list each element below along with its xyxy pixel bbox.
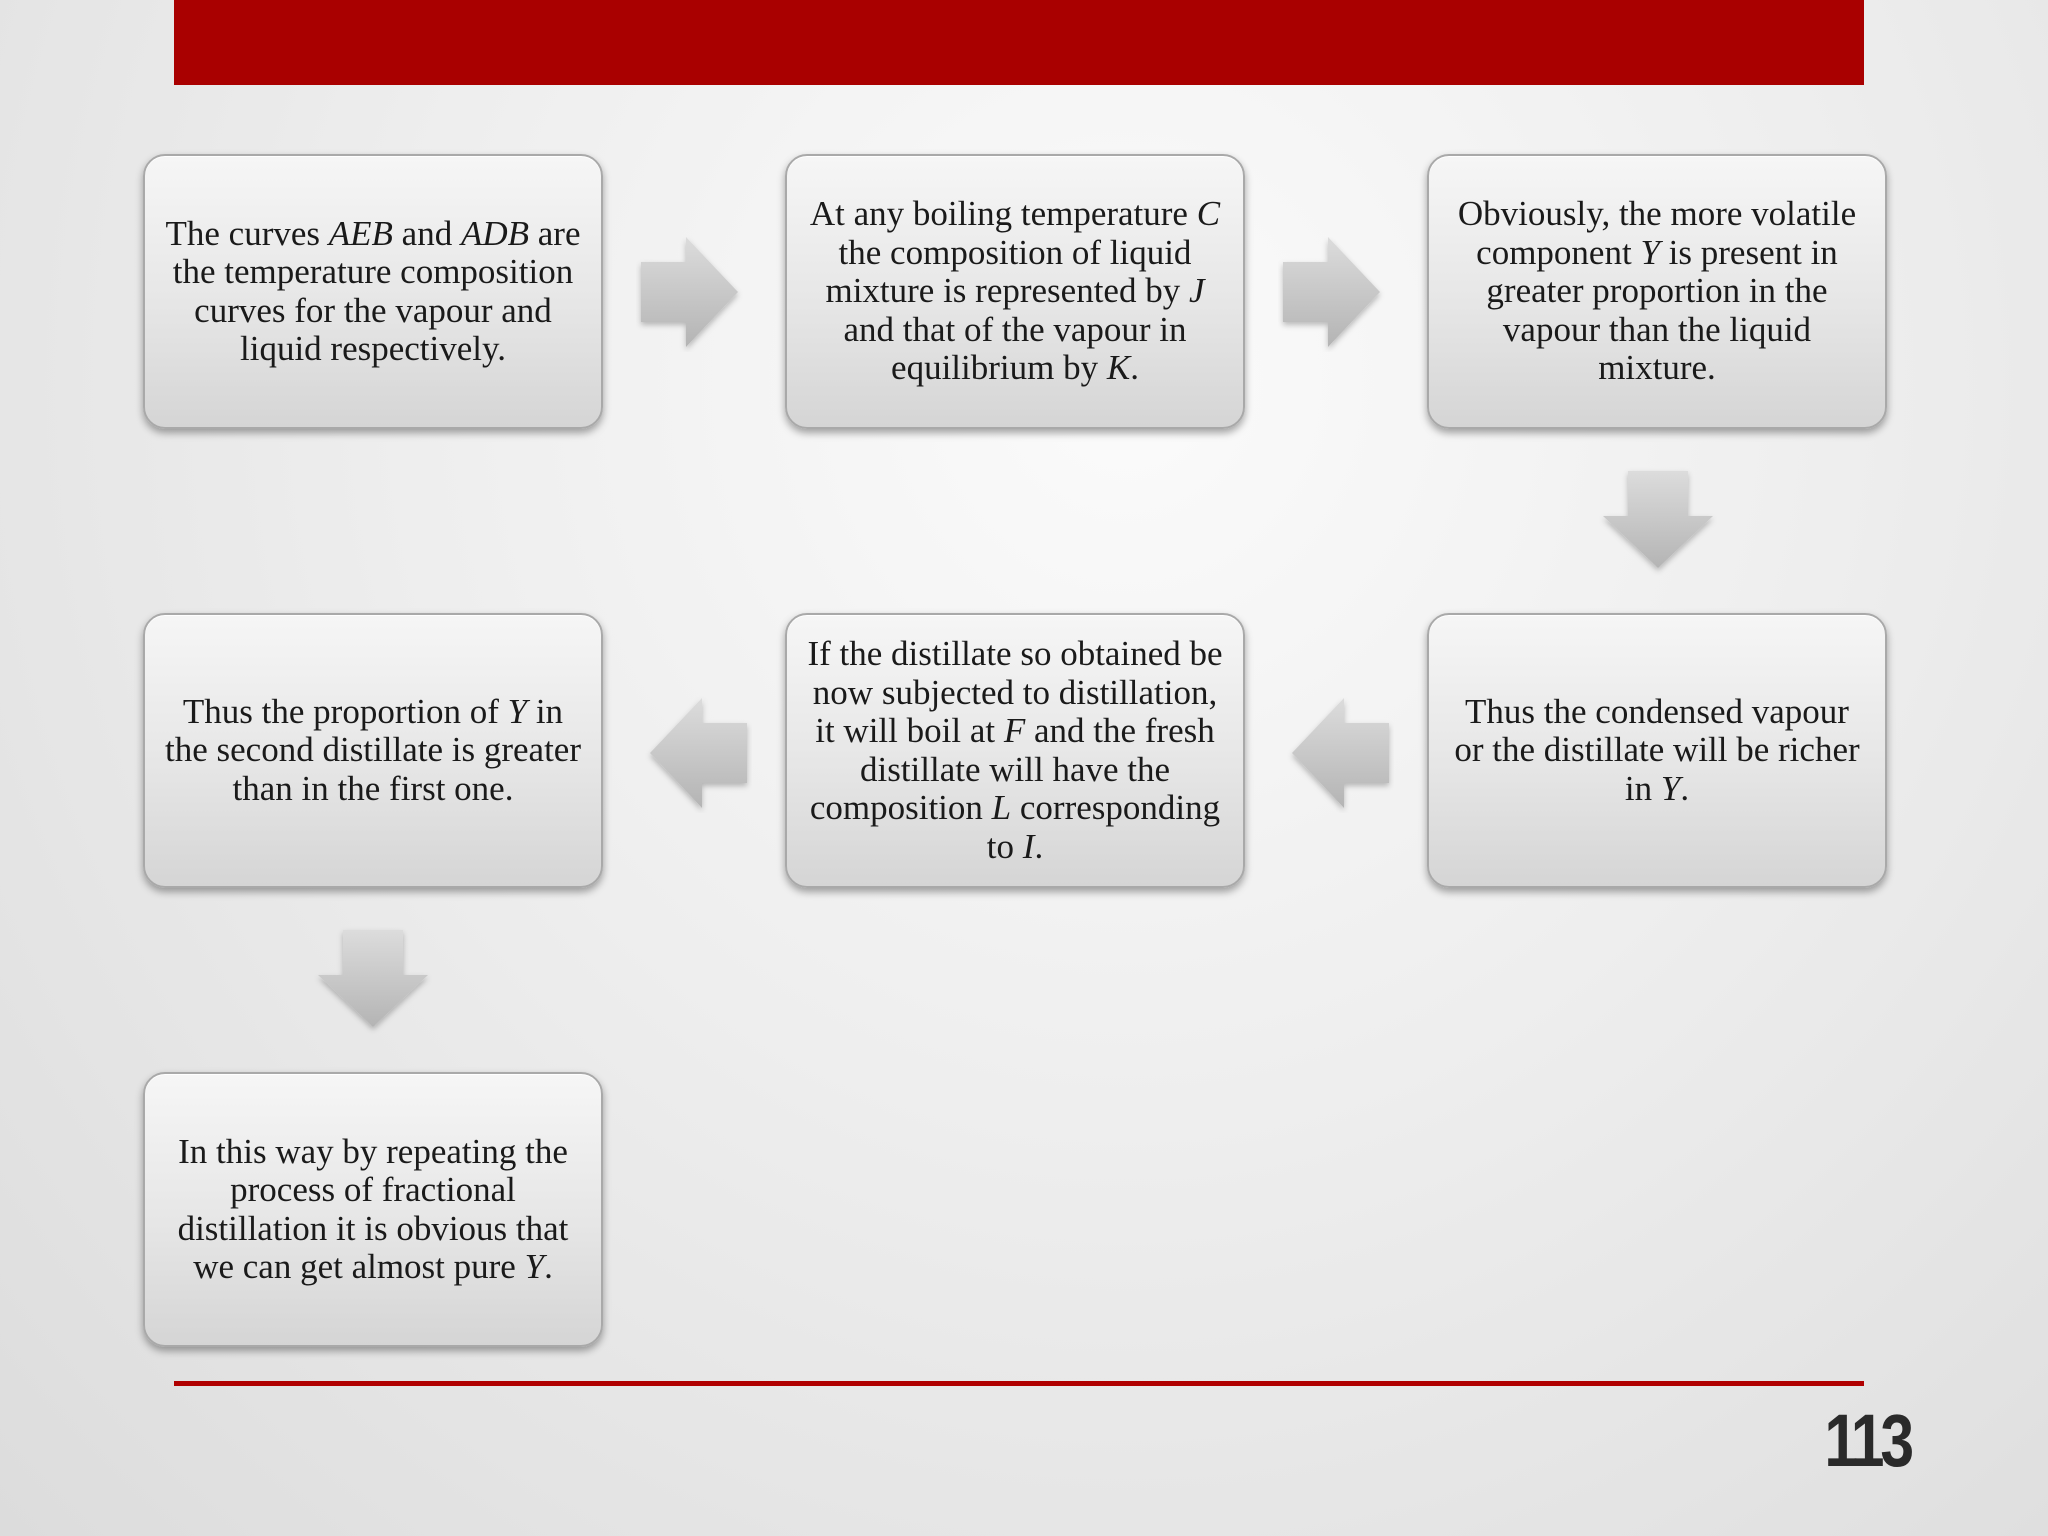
step-text-4: Thus the condensed vapour or the distillate will be richer in Y. [1454, 691, 1860, 808]
step-box-2 [785, 154, 1245, 429]
page-number: 113 [1824, 1399, 1910, 1482]
arrow-right-icon [1278, 232, 1388, 352]
title-bar [174, 0, 1864, 85]
arrow-down-icon [313, 925, 433, 1035]
arrow-left-icon [1284, 693, 1394, 813]
step-text-6: Thus the proportion of Y in the second distillate is greater than in the first one. [165, 691, 581, 808]
step-box-6 [143, 613, 603, 888]
step-box-3 [1427, 154, 1887, 429]
arrow-left-icon [642, 693, 752, 813]
step-text-1: The curves AEB and ADB are the temperature composition curves for the vapour and liquid respectively. [165, 213, 581, 368]
step-text-2: At any boiling temperature C the composition of liquid mixture is represented by J and that of the vapour in equilibrium by K. [809, 194, 1221, 388]
step-box-5 [785, 613, 1245, 888]
arrow-right-icon [636, 232, 746, 352]
step-box-1 [143, 154, 603, 429]
step-text-3: Obviously, the more volatile component Y is present in greater proportion in the vapour than the liquid mixture. [1457, 194, 1857, 388]
step-box-7 [143, 1072, 603, 1347]
step-box-4 [1427, 613, 1887, 888]
step-text-7: In this way by repeating the process of fractional distillation it is obvious that we can get almost pure Y. [177, 1131, 569, 1286]
step-text-5: If the distillate so obtained be now subjected to distillation, it will boil at F and the fresh distillate will have the composition L corresponding to I. [807, 634, 1223, 866]
footer-rule [174, 1381, 1864, 1386]
arrow-down-icon [1598, 466, 1718, 576]
